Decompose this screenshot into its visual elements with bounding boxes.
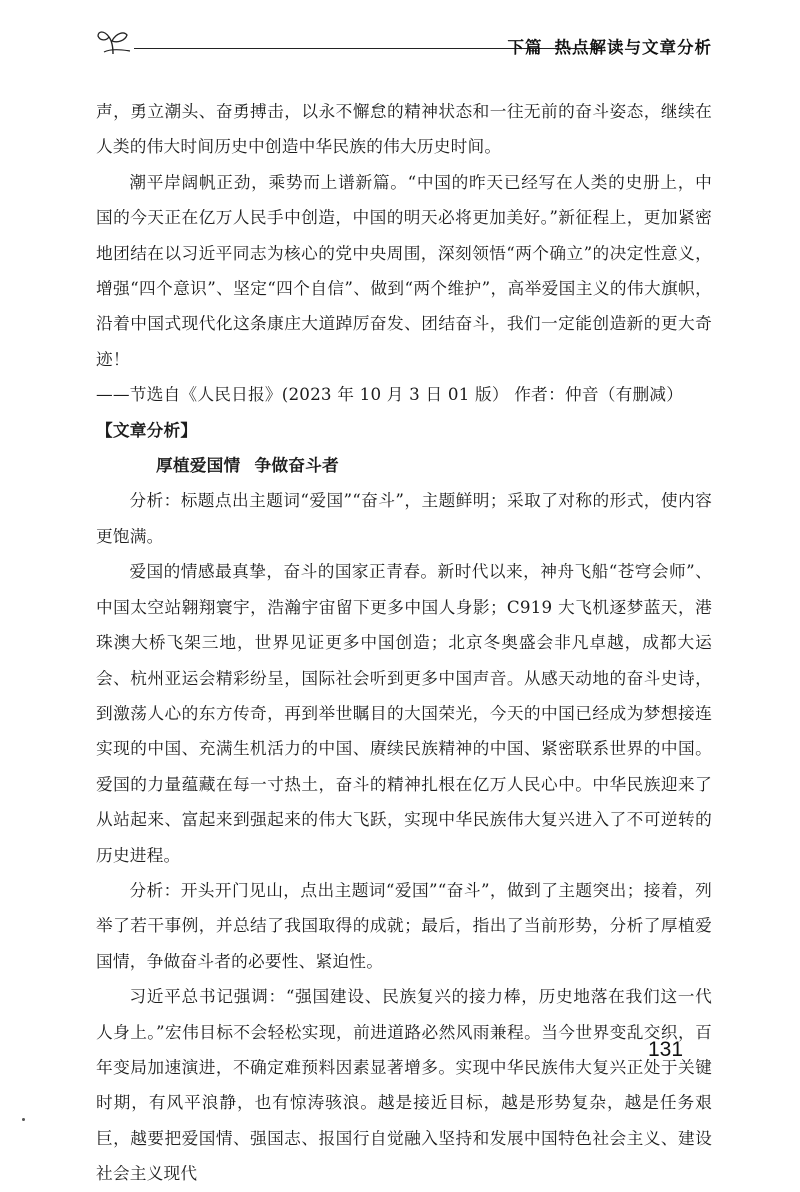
header-part: 下篇 <box>507 38 543 57</box>
scan-speck <box>22 1118 25 1121</box>
analysis-paragraph: 分析：开头开门见山，点出主题词“爱国”“奋斗”，做到了主题突出；接着，列举了若干事例，并总结了我国取得的成就；最后，指出了当前形势，分析了厚植爱国情，争做奋斗者的必要性、紧迫性。 <box>96 879 712 971</box>
header-title <box>508 34 713 58</box>
sprout-icon <box>96 28 132 56</box>
paragraph: 爱国的情感最真挚，奋斗的国家正青春。新时代以来，神舟飞船“苍穹会师”、中国太空站翱翔寰宇，浩瀚宇宙留下更多中国人身影；C919 大飞机逐梦蓝天，港珠澳大桥飞架三地，世界见证更多中国创造；北京冬奥盛会非凡卓越，成都大运会、杭州亚运会精彩纷呈，国际社会听到更多中国声音。从感天动地的奋斗史诗，到激荡人心的东方传奇，再到举世瞩目的大国荣光，今天的中国已经成为梦想接连实现的中国、充满生机活力的中国、赓续民族精神的中国、紧密联系世界的中国。爱国的力量蕴藏在每一寸热土，奋斗的精神扎根在亿万人民心中。中华民族迎来了从站起来、富起来到强起来的伟大飞跃，实现中华民族伟大复兴进入了不可逆转的历史进程。 <box>96 561 712 865</box>
paragraph: 声，勇立潮头、奋勇搏击，以永不懈怠的精神状态和一往无前的奋斗姿态，继续在人类的伟大时间历史中创造中华民族的伟大历史时间。 <box>96 101 712 157</box>
paragraph: 习近平总书记强调：“强国建设、民族复兴的接力棒，历史地落在我们这一代人身上。”宏伟目标不会轻松实现，前进道路必然风雨兼程。当今世界变乱交织，百年变局加速演进，不确定难预料因素显著增多。实现中华民族伟大复兴正处于关键时期，有风平浪静，也有惊涛骇浪。越是接近目标，越是形势复杂，越是任务艰巨，越要把爱国情、强国志、报国行自觉融入坚持和发展中国特色社会主义、建设社会主义现代 <box>96 986 712 1184</box>
article-title-part2: 争做奋斗者 <box>254 455 339 476</box>
article-title-part1: 厚植爱国情 <box>156 455 241 476</box>
running-header <box>96 26 712 60</box>
page-body <box>96 94 712 1192</box>
analysis-label: 【文章分析】 <box>96 419 198 440</box>
analysis-paragraph: 分析：标题点出主题词“爱国”“奋斗”，主题鲜明；采取了对称的形式，使内容更饱满。 <box>96 490 712 546</box>
header-section-title: 热点解读与文章分析 <box>554 38 712 57</box>
source-attribution: ——节选自《人民日报》(2023 年 10 月 3 日 01 版） 作者：仲音（有删减） <box>96 384 684 405</box>
page-number: 131 <box>648 1038 684 1061</box>
article-title <box>96 448 712 483</box>
paragraph: 潮平岸阔帆正劲，乘势而上谱新篇。“中国的昨天已经写在人类的史册上，中国的今天正在亿万人民手中创造，中国的明天必将更加美好。”新征程上，更加紧密地团结在以习近平同志为核心的党中央周围，深刻领悟“两个确立”的决定性意义，增强“四个意识”、坚定“四个自信”、做到“两个维护”，高举爱国主义的伟大旗帜，沿着中国式现代化这条康庄大道踔厉奋发、团结奋斗，我们一定能创造新的更大奇迹！ <box>96 171 712 369</box>
